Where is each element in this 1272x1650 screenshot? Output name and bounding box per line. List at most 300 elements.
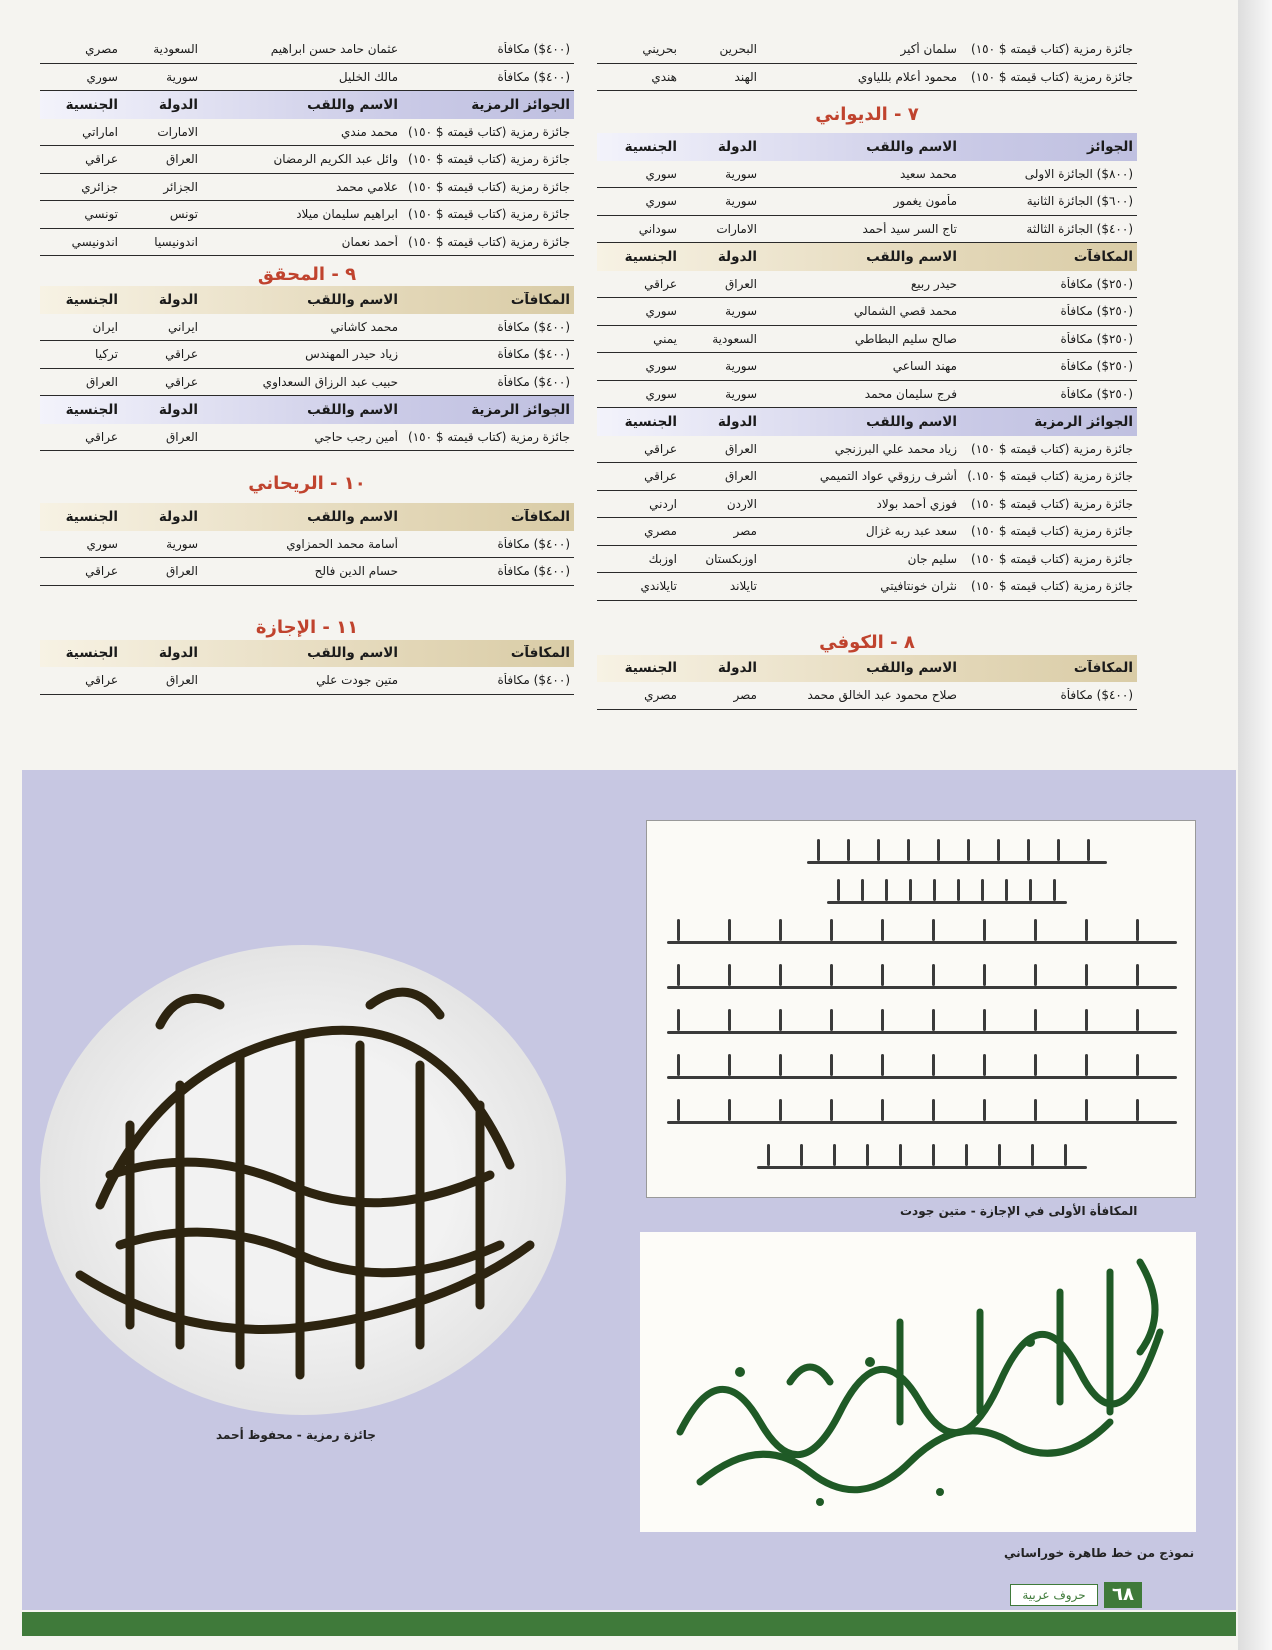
calligraphy-stroke (830, 964, 833, 986)
calligraphy-stroke (767, 1144, 770, 1166)
calligraphy-stroke (1053, 879, 1056, 901)
header-symbolic: الجوائز الرمزية (471, 96, 570, 113)
cell-name: محمود أعلام بللياوي (857, 69, 957, 84)
cell-name: علامي محمد (336, 179, 398, 194)
page-number: ٦٨ (1104, 1582, 1142, 1608)
calligraphy-stroke (866, 1144, 869, 1166)
cell-name: حبيب عبد الرزاق السعداوي (262, 374, 398, 389)
calligraphy-stroke (1136, 964, 1139, 986)
calligraphy-line (667, 1031, 1177, 1034)
table-header (597, 655, 1137, 683)
cell-country: العراق (724, 441, 757, 456)
calligraphy-stroke (779, 1099, 782, 1121)
cell-country: سورية (166, 69, 198, 84)
cell-nationality: اندونيسي (71, 234, 118, 249)
cell-country: الاردن (726, 496, 757, 511)
calligraphy-stroke (817, 839, 820, 861)
calligraphy-stroke (881, 1099, 884, 1121)
calligraphy-stroke (1085, 1054, 1088, 1076)
calligraphy-stroke (779, 1054, 782, 1076)
calligraphy-stroke (800, 1144, 803, 1166)
cell-prize: جائزة رمزية (كتاب قيمته $ ١٥٠) (408, 179, 570, 194)
calligraphy-stroke (1027, 839, 1030, 861)
cell-nationality: سوري (645, 194, 677, 209)
calligraphy-stroke (1057, 839, 1060, 861)
calligraphy-line (807, 861, 1107, 864)
calligraphy-stroke (728, 1099, 731, 1121)
cell-nationality: اردني (649, 496, 677, 511)
cell-prize: (٢٥٠$) مكافأة (1060, 276, 1133, 291)
footer-bar (22, 1612, 1236, 1636)
calligraphy-stroke (998, 1144, 1001, 1166)
calligraphy-stroke (877, 839, 880, 861)
table-row (40, 36, 574, 64)
table-row (40, 119, 574, 147)
cell-country: تونس (169, 207, 198, 222)
header-prize: الجوائز (1087, 138, 1133, 155)
cell-nationality: بحريني (642, 42, 677, 57)
table-row (597, 491, 1137, 519)
cell-country: اندونيسيا (154, 234, 198, 249)
calligraphy-stroke (932, 1009, 935, 1031)
calligraphy-stroke (932, 1099, 935, 1121)
cell-country: اوزبكستان (705, 551, 757, 566)
calligraphy-stroke (779, 1009, 782, 1031)
table-header (597, 133, 1137, 161)
cell-name: أمين رجب حاجي (314, 429, 398, 444)
cell-nationality: ايران (92, 319, 118, 334)
cell-nationality: جزائري (81, 179, 118, 194)
calligraphy-stroke (983, 964, 986, 986)
cell-prize: (٢٥٠$) مكافأة (1060, 304, 1133, 319)
header-rewards: المكافآت (1073, 660, 1133, 677)
cell-country: العراق (724, 469, 757, 484)
cell-nationality: يمني (653, 331, 677, 346)
cell-prize: (٤٠٠$) مكافأة (497, 69, 570, 84)
page-footer (1010, 1582, 1142, 1608)
cell-name: ابراهيم سليمان ميلاد (296, 207, 398, 222)
calligraphy-stroke (677, 1099, 680, 1121)
calligraphy-stroke (1085, 1099, 1088, 1121)
calligraphy-stroke (1136, 1009, 1139, 1031)
section-title: ٩ - المحقق (257, 264, 357, 285)
header-nationality: الجنسية (65, 291, 118, 308)
cell-country: سورية (725, 386, 757, 401)
cell-name: عثمان حامد حسن ابراهيم (270, 42, 398, 57)
header-nationality: الجنسية (65, 96, 118, 113)
oval-calligraphy-drawing (40, 945, 566, 1415)
calligraphy-sample-drawing (640, 1232, 1196, 1532)
table-row (597, 36, 1137, 64)
cell-name: مهند الساعي (892, 359, 957, 374)
section-title: ١١ - الإجازة (255, 616, 359, 638)
calligraphy-artwork-ijaza (646, 820, 1196, 1198)
cell-nationality: العراق (85, 374, 118, 389)
calligraphy-stroke (1064, 1144, 1067, 1166)
page-edge-shadow (1238, 0, 1272, 1650)
header-nationality: الجنسية (624, 248, 677, 265)
cell-prize: جائزة رمزية (كتاب قيمته $ ١٥٠) (971, 579, 1133, 594)
cell-country: عراقي (165, 374, 198, 389)
calligraphy-stroke (779, 919, 782, 941)
header-rewards: المكافآت (1073, 248, 1133, 265)
cell-country: العراق (165, 673, 198, 688)
right-results-column (597, 36, 1137, 710)
calligraphy-line (667, 941, 1177, 944)
calligraphy-stroke (677, 1009, 680, 1031)
cell-prize: جائزة رمزية (كتاب قيمته $ ١٥٠) (408, 234, 570, 249)
header-country: الدولة (158, 645, 198, 662)
cell-country: سورية (725, 166, 757, 181)
table-header (40, 286, 574, 314)
cell-nationality: سوري (86, 69, 118, 84)
cell-name: تاج السر سيد أحمد (862, 221, 957, 236)
table-row (597, 353, 1137, 381)
table-row (597, 271, 1137, 299)
cell-name: مالك الخليل (338, 69, 398, 84)
cell-name: أشرف رزوقي عواد التميمي (819, 469, 957, 484)
header-symbolic: الجوائز الرمزية (1034, 413, 1133, 430)
cell-prize: جائزة رمزية (كتاب قيمته $ ١٥٠) (971, 496, 1133, 511)
cell-country: الهند (734, 69, 757, 84)
table-row (40, 667, 574, 695)
header-nationality: الجنسية (65, 508, 118, 525)
cell-name: مأمون يغمور (893, 194, 957, 209)
cell-prize: (٤٠٠$) مكافأة (497, 564, 570, 579)
table-row (40, 558, 574, 586)
calligraphy-stroke (830, 1054, 833, 1076)
calligraphy-stroke (1136, 1054, 1139, 1076)
calligraphy-stroke (830, 1099, 833, 1121)
table-header (40, 640, 574, 668)
calligraphy-stroke (981, 879, 984, 901)
table-row (597, 381, 1137, 409)
cell-prize: (٤٠٠$) مكافأة (1060, 688, 1133, 703)
header-country: الدولة (717, 660, 757, 677)
calligraphy-stroke (1031, 1144, 1034, 1166)
table-row (40, 369, 574, 397)
cell-prize: جائزة رمزية (كتاب قيمته $ ١٥٠.) (967, 469, 1133, 484)
calligraphy-stroke (1136, 919, 1139, 941)
cell-nationality: سوري (645, 359, 677, 374)
cell-nationality: مصري (85, 42, 118, 57)
magazine-logo: حروف عربية (1010, 1584, 1098, 1606)
header-name: الاسم واللقب (866, 413, 957, 430)
header-name: الاسم واللقب (307, 645, 398, 662)
cell-prize: (٤٠٠$) مكافأة (497, 673, 570, 688)
cell-nationality: مصري (644, 524, 677, 539)
cell-nationality: عراقي (85, 564, 118, 579)
cell-name: سلمان أكير (900, 42, 957, 57)
calligraphy-stroke (830, 919, 833, 941)
header-nationality: الجنسية (65, 401, 118, 418)
cell-country: ايراني (168, 319, 198, 334)
cell-country: السعودية (153, 42, 198, 57)
cell-prize: (٤٠٠$) مكافأة (497, 374, 570, 389)
header-name: الاسم واللقب (307, 401, 398, 418)
header-nationality: الجنسية (624, 138, 677, 155)
cell-country: سورية (725, 304, 757, 319)
table-row (597, 573, 1137, 601)
calligraphy-line (667, 1121, 1177, 1124)
header-name: الاسم واللقب (307, 508, 398, 525)
calligraphy-stroke (1029, 879, 1032, 901)
header-rewards: المكافآت (510, 508, 570, 525)
calligraphy-stroke (967, 839, 970, 861)
calligraphy-stroke (881, 919, 884, 941)
cell-name: محمد كاشاني (330, 319, 398, 334)
header-nationality: الجنسية (624, 413, 677, 430)
cell-country: عراقي (165, 347, 198, 362)
cell-nationality: سوري (645, 304, 677, 319)
cell-name: نثران خونتافيتي (880, 579, 957, 594)
table-row (597, 682, 1137, 710)
table-row (40, 531, 574, 559)
cell-name: زياد حيدر المهندس (305, 347, 398, 362)
cell-country: تايلاند (729, 579, 757, 594)
calligraphy-stroke (983, 919, 986, 941)
cell-name: صالح سليم البطاطي (854, 331, 957, 346)
cell-nationality: تونسي (84, 207, 118, 222)
cell-name: أسامة محمد الحمزاوي (286, 536, 398, 551)
calligraphy-stroke (997, 839, 1000, 861)
calligraphy-stroke (933, 879, 936, 901)
calligraphy-stroke (965, 1144, 968, 1166)
header-name: الاسم واللقب (307, 291, 398, 308)
cell-nationality: تايلاندي (640, 579, 677, 594)
cell-nationality: سوداني (638, 221, 677, 236)
cell-country: مصر (733, 524, 757, 539)
header-country: الدولة (717, 413, 757, 430)
header-rewards: المكافآت (510, 645, 570, 662)
cell-country: السعودية (712, 331, 757, 346)
caption-sample: نموذج من خط طاهرة خوراساني (1004, 1546, 1195, 1560)
calligraphy-stroke (830, 1009, 833, 1031)
calligraphy-stroke (1034, 1099, 1037, 1121)
calligraphy-stroke (957, 879, 960, 901)
header-nationality: الجنسية (624, 660, 677, 677)
cell-nationality: عراقي (644, 469, 677, 484)
calligraphy-stroke (983, 1009, 986, 1031)
table-row (40, 146, 574, 174)
cell-prize: جائزة رمزية (كتاب قيمته $ ١٥٠) (971, 551, 1133, 566)
table-row (597, 436, 1137, 464)
cell-nationality: مصري (644, 688, 677, 703)
cell-name: محمد مندي (341, 124, 398, 139)
calligraphy-stroke (885, 879, 888, 901)
table-row (597, 64, 1137, 92)
cell-name: صلاح محمود عبد الخالق محمد (807, 688, 957, 703)
calligraphy-stroke (833, 1144, 836, 1166)
header-country: الدولة (717, 248, 757, 265)
cell-nationality: هندي (651, 69, 677, 84)
calligraphy-stroke (881, 964, 884, 986)
table-row (40, 314, 574, 342)
header-rewards: المكافآت (510, 291, 570, 308)
table-row (597, 518, 1137, 546)
cell-name: حسام الدين فالح (314, 564, 398, 579)
calligraphy-artwork-oval (40, 945, 566, 1415)
table-header (40, 91, 574, 119)
calligraphy-line (827, 901, 1067, 904)
cell-prize: (٤٠٠$) مكافأة (497, 347, 570, 362)
header-country: الدولة (158, 96, 198, 113)
cell-name: حيدر ربيع (910, 276, 957, 291)
cell-name: زياد محمد علي البرزنجي (834, 441, 957, 456)
header-symbolic: الجوائز الرمزية (471, 401, 570, 418)
calligraphy-stroke (881, 1054, 884, 1076)
caption-first-prize: المكافأة الأولى في الإجازة - متين جودت (900, 1204, 1138, 1218)
cell-prize: جائزة رمزية (كتاب قيمته $ ١٥٠) (971, 42, 1133, 57)
cell-name: محمد سعيد (900, 166, 957, 181)
header-country: الدولة (158, 508, 198, 525)
calligraphy-stroke (847, 839, 850, 861)
calligraphy-stroke (899, 1144, 902, 1166)
cell-prize: جائزة رمزية (كتاب قيمته $ ١٥٠) (408, 429, 570, 444)
header-name: الاسم واللقب (866, 138, 957, 155)
calligraphy-stroke (1085, 964, 1088, 986)
cell-name: وائل عبد الكريم الرمضان (273, 152, 398, 167)
calligraphy-line (667, 1076, 1177, 1079)
cell-country: الجزائر (163, 179, 198, 194)
cell-name: أحمد نعمان (341, 234, 398, 249)
cell-prize: جائزة رمزية (كتاب قيمته $ ١٥٠) (971, 69, 1133, 84)
calligraphy-stroke (779, 964, 782, 986)
cell-prize: (٤٠٠$) الجائزة الثالثة (1026, 221, 1133, 236)
cell-nationality: عراقي (644, 276, 677, 291)
cell-prize: جائزة رمزية (كتاب قيمته $ ١٥٠) (971, 441, 1133, 456)
cell-nationality: عراقي (85, 429, 118, 444)
table-header (40, 503, 574, 531)
caption-symbolic-prize: جائزة رمزية - محفوظ أحمد (216, 1428, 376, 1442)
cell-country: البحرين (719, 42, 757, 57)
cell-prize: جائزة رمزية (كتاب قيمته $ ١٥٠) (408, 124, 570, 139)
calligraphy-stroke (677, 1054, 680, 1076)
cell-country: الامارات (157, 124, 198, 139)
cell-prize: (٤٠٠$) مكافأة (497, 42, 570, 57)
calligraphy-stroke (932, 964, 935, 986)
cell-country: العراق (724, 276, 757, 291)
cell-prize: جائزة رمزية (كتاب قيمته $ ١٥٠) (971, 524, 1133, 539)
table-header (40, 396, 574, 424)
section-title: ١٠ - الريحاني (248, 473, 366, 494)
calligraphy-stroke (728, 1054, 731, 1076)
calligraphy-stroke (932, 1144, 935, 1166)
cell-nationality: عراقي (644, 441, 677, 456)
cell-prize: (٦٠٠$) الجائزة الثانية (1026, 194, 1133, 209)
table-row (597, 326, 1137, 354)
calligraphy-stroke (728, 964, 731, 986)
calligraphy-stroke (932, 919, 935, 941)
section-title: ٧ - الديواني (815, 104, 919, 125)
calligraphy-stroke (1085, 919, 1088, 941)
calligraphy-stroke (1136, 1099, 1139, 1121)
calligraphy-stroke (1034, 919, 1037, 941)
table-row (597, 463, 1137, 491)
cell-country: العراق (165, 152, 198, 167)
cell-prize: (٤٠٠$) مكافأة (497, 319, 570, 334)
header-country: الدولة (158, 291, 198, 308)
left-results-column (40, 36, 574, 695)
table-header (597, 243, 1137, 271)
section-title: ٨ - الكوفي (819, 631, 915, 653)
header-name: الاسم واللقب (866, 248, 957, 265)
calligraphy-stroke (837, 879, 840, 901)
cell-nationality: سوري (645, 386, 677, 401)
table-row (597, 216, 1137, 244)
calligraphy-stroke (909, 879, 912, 901)
table-row (597, 298, 1137, 326)
cell-nationality: عراقي (85, 152, 118, 167)
cell-country: سورية (725, 359, 757, 374)
calligraphy-stroke (937, 839, 940, 861)
table-row (597, 161, 1137, 189)
cell-country: الامارات (716, 221, 757, 236)
cell-country: سورية (166, 536, 198, 551)
cell-prize: جائزة رمزية (كتاب قيمته $ ١٥٠) (408, 152, 570, 167)
cell-prize: (٢٥٠$) مكافأة (1060, 359, 1133, 374)
header-name: الاسم واللقب (866, 660, 957, 677)
table-row (40, 201, 574, 229)
table-row (40, 64, 574, 92)
cell-prize: (٢٥٠$) مكافأة (1060, 331, 1133, 346)
cell-country: مصر (733, 688, 757, 703)
cell-name: سليم جان (907, 551, 957, 566)
calligraphy-stroke (907, 839, 910, 861)
calligraphy-stroke (983, 1054, 986, 1076)
cell-country: سورية (725, 194, 757, 209)
cell-name: فرج سليمان محمد (864, 386, 957, 401)
calligraphy-stroke (1034, 1054, 1037, 1076)
calligraphy-stroke (1087, 839, 1090, 861)
cell-prize: (٢٥٠$) مكافأة (1060, 386, 1133, 401)
table-row (40, 341, 574, 369)
cell-name: فوزي أحمد بولاد (876, 496, 957, 511)
table-row (40, 229, 574, 257)
calligraphy-artwork-sample (640, 1232, 1196, 1532)
calligraphy-stroke (983, 1099, 986, 1121)
calligraphy-stroke (1085, 1009, 1088, 1031)
cell-name: سعد عبد ربه غزال (865, 524, 957, 539)
table-row (40, 174, 574, 202)
cell-nationality: اوزبك (648, 551, 677, 566)
calligraphy-stroke (861, 879, 864, 901)
calligraphy-stroke (728, 1009, 731, 1031)
calligraphy-stroke (677, 964, 680, 986)
table-header (597, 408, 1137, 436)
calligraphy-stroke (677, 919, 680, 941)
calligraphy-line (667, 986, 1177, 989)
table-row (40, 424, 574, 452)
header-name: الاسم واللقب (307, 96, 398, 113)
calligraphy-stroke (881, 1009, 884, 1031)
header-country: الدولة (717, 138, 757, 155)
cell-country: العراق (165, 564, 198, 579)
cell-nationality: تركيا (95, 347, 118, 362)
table-row (597, 546, 1137, 574)
calligraphy-line (757, 1166, 1087, 1169)
cell-nationality: اماراتي (82, 124, 118, 139)
cell-name: محمد قصي الشمالي (853, 304, 957, 319)
cell-prize: (٤٠٠$) مكافأة (497, 536, 570, 551)
calligraphy-stroke (728, 919, 731, 941)
header-nationality: الجنسية (65, 645, 118, 662)
cell-country: العراق (165, 429, 198, 444)
table-row (597, 188, 1137, 216)
cell-prize: (٨٠٠$) الجائزة الاولى (1024, 166, 1133, 181)
cell-nationality: عراقي (85, 673, 118, 688)
calligraphy-stroke (1005, 879, 1008, 901)
